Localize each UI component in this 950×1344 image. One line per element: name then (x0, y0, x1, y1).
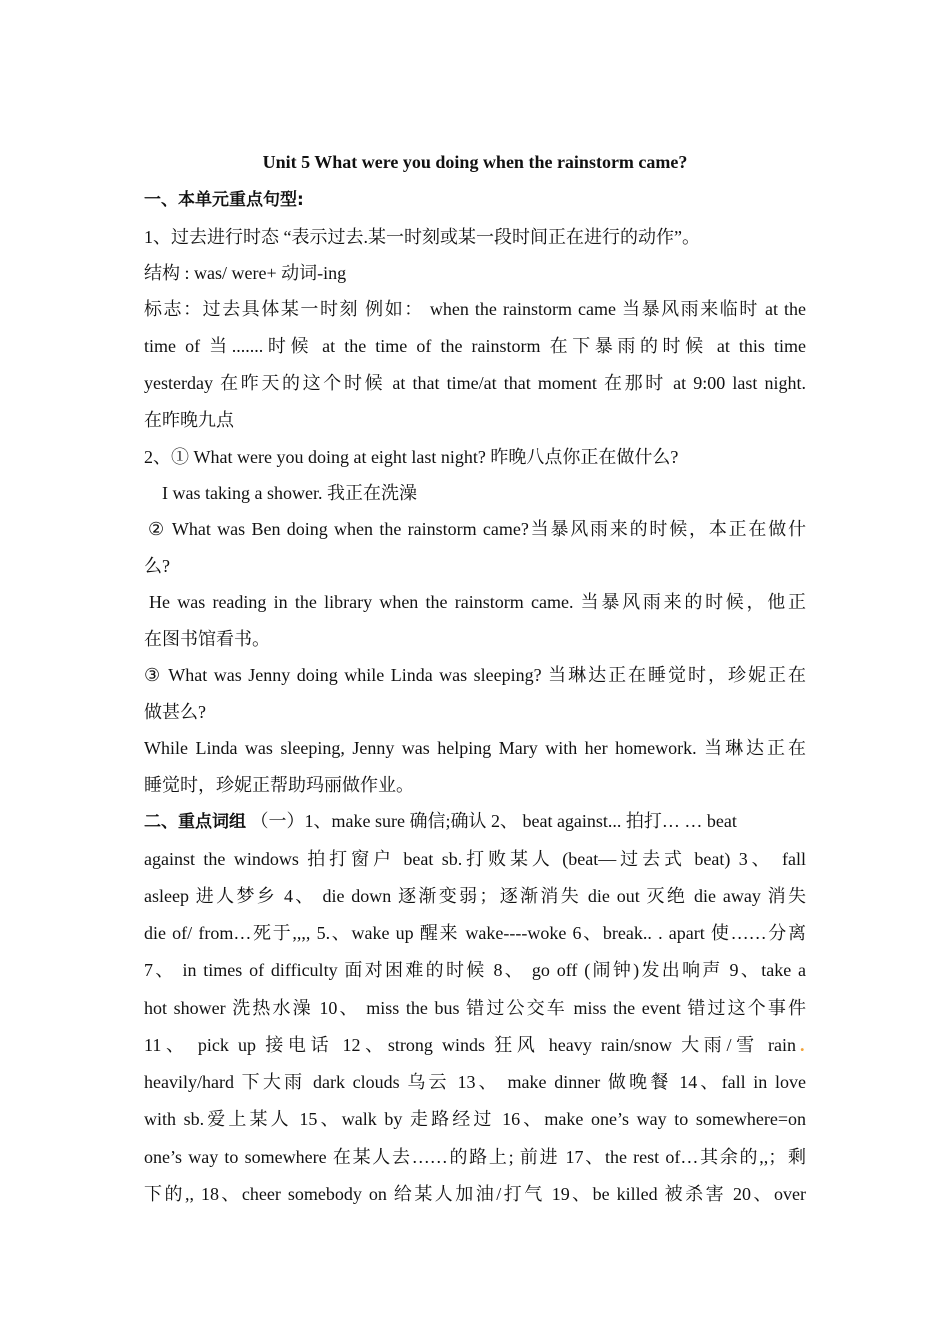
text-line: heavily/hard 下大雨 dark clouds 乌云 13、 make dinner 做晚餐 14、fall in love (144, 1072, 806, 1092)
text-line: with sb.爱上某人 15、walk by 走路经过 16、make one’s way to somewhere=on (144, 1109, 806, 1129)
text-line: hot shower 洗热水澡 10、 miss the bus 错过公交车 miss the event 错过这个事件 (144, 998, 806, 1018)
text-line: yesterday 在昨天的这个时候 at that time/at that moment 在那时 at 9:00 last night. (144, 373, 806, 393)
text-line: 标志：过去具体某一时刻 例如： when the rainstorm came 当暴风雨来临时 at the (144, 299, 806, 319)
text-line: against the windows 拍打窗户 beat sb.打败某人 (beat—过去式 beat) 3、 fall (144, 849, 806, 869)
text-line: 11、 pick up 接电话 12、strong winds 狂风 heavy rain/snow 大雨/雪 rain (144, 1035, 796, 1055)
text-line: die of/ from…死于,,,, 5.、wake up 醒来 wake----woke 6、break.. . apart 使……分离 (144, 923, 806, 943)
text-line: He was reading in the library when the rainstorm came. 当暴风雨来的时候，他正 (149, 592, 806, 612)
text-line: （一）1、make sure 确信;确认 2、 beat against... 拍打… … beat (250, 811, 737, 831)
text-line: 在昨晚九点 (144, 410, 234, 430)
text-line: 么? (144, 556, 170, 576)
page-title: Unit 5 What were you doing when the rainstorm came? (262, 152, 688, 172)
section-phrases-first-line (144, 808, 806, 834)
text-line: time of 当.......时候 at the time of the rainstorm 在下暴雨的时候 at this time (144, 336, 806, 356)
text-line: ③ What was Jenny doing while Linda was sleeping? 当琳达正在睡觉时，珍妮正在 (144, 665, 806, 685)
text-line: 在图书馆看书。 (144, 629, 270, 649)
text-line: 1、过去进行时态 “表示过去.某一时刻或某一段时间正在进行的动作”。 (144, 227, 700, 247)
orange-mark: . (800, 1035, 805, 1055)
text-line: 结构 : was/ were+ 动词-ing (144, 263, 347, 283)
section-heading-key-phrases: 二、重点词组 (144, 812, 246, 832)
text-line: 做甚么? (144, 702, 206, 722)
text-line: ② What was Ben doing when the rainstorm came?当暴风雨来的时候，本正在做什 (148, 519, 806, 539)
text-line: While Linda was sleeping, Jenny was helping Mary with her homework. 当琳达正在 (144, 738, 806, 758)
text-line: one’s way to somewhere 在某人去……的路上; 前进 17、the rest of…其余的,,；剩 (144, 1147, 806, 1167)
text-line: 下的,, 18、cheer somebody on 给某人加油/打气 19、be killed 被杀害 20、over (144, 1184, 806, 1204)
section-heading-sentence-patterns: 一、本单元重点句型: (144, 190, 304, 210)
text-line: 7、 in times of difficulty 面对困难的时候 8、 go off (闹钟)发出响声 9、take a (144, 960, 806, 980)
text-line: I was taking a shower. 我正在洗澡 (162, 483, 417, 503)
text-line: 睡觉时，珍妮正帮助玛丽做作业。 (144, 775, 414, 795)
text-line: 2、① What were you doing at eight last night? 昨晚八点你正在做什么? (144, 447, 679, 467)
text-line: asleep 进人梦乡 4、 die down 逐渐变弱；逐渐消失 die out 灭绝 die away 消失 (144, 886, 806, 906)
